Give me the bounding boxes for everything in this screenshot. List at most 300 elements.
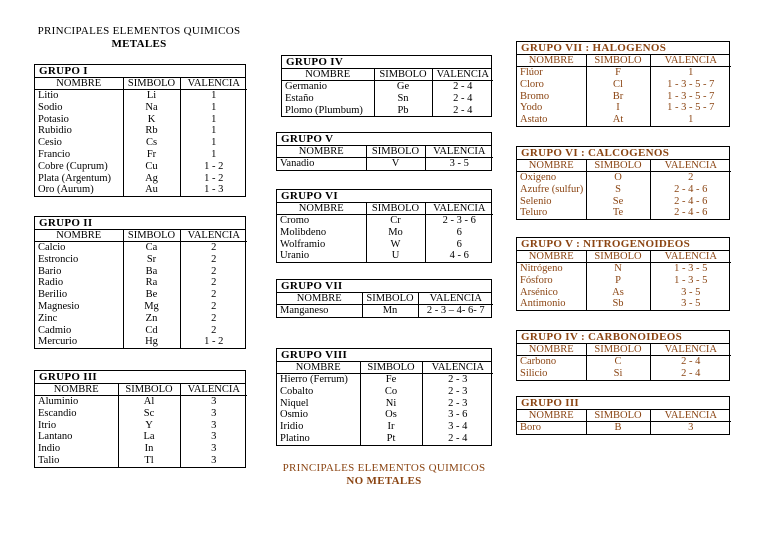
element-valence: 3 <box>211 407 217 419</box>
group-title: GRUPO VII : HALOGENOS <box>517 42 729 55</box>
nonmetal-nitrogenoid-table <box>516 237 730 311</box>
element-name: Uranio <box>277 250 366 262</box>
element-valence: 2 <box>211 300 217 312</box>
element-symbol: W <box>366 239 425 251</box>
element-symbol: Ir <box>360 421 422 433</box>
group-title: GRUPO VII <box>277 280 491 293</box>
table-row <box>35 161 247 173</box>
element-valence: 1 <box>211 125 217 137</box>
table-row <box>517 114 731 126</box>
element-symbol: Mo <box>366 227 425 239</box>
table-row <box>35 173 247 185</box>
element-symbol: F <box>586 67 650 79</box>
element-symbol: In <box>118 443 180 455</box>
nonmetals-title-line1: PRINCIPALES ELEMENTOS QUIMICOS <box>282 462 486 474</box>
column-header-valence: VALENCIA <box>650 55 731 67</box>
element-symbol: Na <box>123 102 180 114</box>
element-symbol: I <box>586 102 650 114</box>
column-header-symbol: SIMBOLO <box>586 55 650 67</box>
element-symbol: Cr <box>366 215 425 227</box>
element-valence: 2 - 4 - 6 <box>674 195 708 207</box>
element-symbol: Al <box>118 396 180 408</box>
column-header-valence: VALENCIA <box>425 203 493 215</box>
element-symbol: Mn <box>362 305 418 317</box>
table-row <box>35 242 247 254</box>
element-name: Indio <box>35 443 118 455</box>
element-valence: 2 - 3 <box>448 374 468 385</box>
element-valence: 2 <box>688 172 694 183</box>
column-header-name: NOMBRE <box>35 384 118 396</box>
column-header-symbol: SIMBOLO <box>586 160 650 172</box>
column-header-valence: VALENCIA <box>432 69 493 81</box>
element-valence: 3 <box>211 396 217 407</box>
element-name: Silicio <box>517 368 586 380</box>
column-header-symbol: SIMBOLO <box>123 230 180 242</box>
element-symbol: Y <box>118 420 180 432</box>
element-name: Radio <box>35 277 123 289</box>
element-name: Yodo <box>517 102 586 114</box>
element-name: Magnesio <box>35 301 123 313</box>
table-header-row <box>277 293 493 305</box>
element-name: Wolframio <box>277 239 366 251</box>
element-symbol: U <box>366 250 425 262</box>
element-valence: 2 - 3 <box>448 385 468 397</box>
element-name: Estroncio <box>35 254 123 266</box>
element-symbol: Tl <box>118 455 180 467</box>
metals-title <box>30 25 248 51</box>
element-name: Mercurio <box>35 336 123 348</box>
element-name: Vanadio <box>277 158 366 170</box>
column-header-valence: VALENCIA <box>650 410 731 422</box>
table-row <box>35 408 247 420</box>
element-valence: 2 - 4 <box>453 92 473 104</box>
element-name: Berilio <box>35 289 123 301</box>
group-title: GRUPO IV : CARBONOIDEOS <box>517 331 729 344</box>
element-valence: 1 - 2 <box>204 160 224 172</box>
metal-group-8-table <box>276 348 492 446</box>
nonmetal-group-3-table <box>516 396 730 435</box>
column-header-valence: VALENCIA <box>650 160 731 172</box>
table-row <box>35 90 247 102</box>
metal-group-1-table <box>34 64 246 197</box>
table-row <box>517 422 731 434</box>
element-valence: 2 <box>211 253 217 265</box>
table-row <box>35 431 247 443</box>
group-title: GRUPO VI <box>277 190 491 203</box>
element-symbol: As <box>586 287 650 299</box>
table-row <box>35 125 247 137</box>
table-row <box>282 81 493 93</box>
element-symbol: Sn <box>374 93 432 105</box>
element-name: Germanio <box>282 81 374 93</box>
table-row <box>517 79 731 91</box>
element-name: Iridio <box>277 421 360 433</box>
element-valence: 2 <box>211 242 217 253</box>
column-header-symbol: SIMBOLO <box>123 78 180 90</box>
column-header-valence: VALENCIA <box>650 344 731 356</box>
table-header-row <box>277 203 493 215</box>
table-row <box>277 374 493 386</box>
table-row <box>35 301 247 313</box>
element-symbol: Co <box>360 386 422 398</box>
table-header-row <box>517 410 731 422</box>
table-row <box>517 207 731 219</box>
element-name: Carbono <box>517 356 586 368</box>
element-symbol: Ag <box>123 173 180 185</box>
element-symbol: V <box>366 158 425 170</box>
element-symbol: Au <box>123 184 180 196</box>
element-symbol: Ba <box>123 266 180 278</box>
element-valence: 3 <box>211 443 217 455</box>
column-header-valence: VALENCIA <box>180 230 247 242</box>
element-name: Talio <box>35 455 118 467</box>
table-row <box>277 239 493 251</box>
element-valence: 1 <box>211 137 217 149</box>
element-name: Escandio <box>35 408 118 420</box>
element-valence: 3 <box>688 422 694 433</box>
table-header-row <box>517 55 731 67</box>
element-name: Arsénico <box>517 287 586 299</box>
element-name: Cromo <box>277 215 366 227</box>
metal-group-3-table <box>34 370 246 468</box>
element-valence: 6 <box>456 226 462 238</box>
element-valence: 2 - 4 <box>453 81 473 92</box>
table-row <box>35 184 247 196</box>
element-valence: 1 <box>211 90 217 101</box>
table-row <box>517 102 731 114</box>
table-header-row <box>35 78 247 90</box>
element-name: Bario <box>35 266 123 278</box>
element-valence: 3 - 5 <box>681 298 701 310</box>
element-symbol: Fe <box>360 374 422 386</box>
element-valence: 2 - 4 - 6 <box>674 207 708 219</box>
element-valence: 3 <box>211 454 217 466</box>
table-row <box>35 289 247 301</box>
column-header-name: NOMBRE <box>517 344 586 356</box>
element-symbol: Ra <box>123 277 180 289</box>
column-header-name: NOMBRE <box>277 362 360 374</box>
element-symbol: La <box>118 431 180 443</box>
element-symbol: Cd <box>123 325 180 337</box>
element-symbol: Ca <box>123 242 180 254</box>
group-title: GRUPO III <box>517 397 729 410</box>
column-header-symbol: SIMBOLO <box>586 410 650 422</box>
column-header-valence: VALENCIA <box>180 384 247 396</box>
table-row <box>517 196 731 208</box>
metal-group-6-table <box>276 189 492 263</box>
element-name: Cesio <box>35 137 123 149</box>
table-row <box>282 93 493 105</box>
element-valence: 2 <box>211 277 217 289</box>
element-valence: 2 - 4 <box>681 356 701 367</box>
column-header-name: NOMBRE <box>277 293 362 305</box>
element-name: Astato <box>517 114 586 126</box>
table-row <box>517 184 731 196</box>
element-valence: 1 - 3 - 5 - 7 <box>667 102 715 114</box>
element-symbol: Br <box>586 91 650 103</box>
table-header-row <box>517 344 731 356</box>
element-symbol: Ge <box>374 81 432 93</box>
metals-title-line2: METALES <box>111 38 167 50</box>
table-row <box>35 277 247 289</box>
element-name: Osmio <box>277 409 360 421</box>
element-name: Nitrógeno <box>517 263 586 275</box>
column-header-name: NOMBRE <box>277 203 366 215</box>
element-valence: 1 <box>211 148 217 160</box>
element-name: Molibdeno <box>277 227 366 239</box>
element-name: Calcio <box>35 242 123 254</box>
column-header-symbol: SIMBOLO <box>586 251 650 263</box>
element-valence: 2 <box>211 312 217 324</box>
column-header-name: NOMBRE <box>517 55 586 67</box>
element-valence: 2 - 3 <box>448 397 468 409</box>
table-row <box>277 386 493 398</box>
table-row <box>277 227 493 239</box>
element-name: Niquel <box>277 398 360 410</box>
element-name: Aluminio <box>35 396 118 408</box>
nonmetal-carbonoid-table <box>516 330 730 381</box>
table-row <box>517 275 731 287</box>
element-name: Plomo (Plumbum) <box>282 105 374 117</box>
table-row <box>35 149 247 161</box>
element-symbol: Sc <box>118 408 180 420</box>
element-valence: 1 <box>211 101 217 113</box>
column-header-symbol: SIMBOLO <box>118 384 180 396</box>
table-row <box>277 398 493 410</box>
table-row <box>517 263 731 275</box>
table-row <box>517 368 731 380</box>
table-row <box>35 396 247 408</box>
element-valence: 3 <box>211 431 217 443</box>
element-valence: 2 <box>211 324 217 336</box>
table-row <box>35 137 247 149</box>
element-symbol: Hg <box>123 336 180 348</box>
element-name: Manganeso <box>277 305 362 317</box>
table-row <box>35 325 247 337</box>
metal-group-5-table <box>276 132 492 171</box>
column-header-name: NOMBRE <box>35 78 123 90</box>
element-symbol: O <box>586 172 650 184</box>
element-name: Flúor <box>517 67 586 79</box>
table-header-row <box>517 251 731 263</box>
element-symbol: Fr <box>123 149 180 161</box>
element-name: Azufre (sulfur) <box>517 184 586 196</box>
element-valence: 1 - 2 <box>204 172 224 184</box>
table-row <box>35 313 247 325</box>
table-row <box>277 421 493 433</box>
element-symbol: Mg <box>123 301 180 313</box>
table-row <box>277 215 493 227</box>
column-header-valence: VALENCIA <box>650 251 731 263</box>
element-symbol: P <box>586 275 650 287</box>
element-symbol: S <box>586 184 650 196</box>
table-row <box>517 172 731 184</box>
element-symbol: Zn <box>123 313 180 325</box>
table-row <box>277 305 493 317</box>
group-title: GRUPO I <box>35 65 245 78</box>
element-symbol: Li <box>123 90 180 102</box>
nonmetals-title-line2: NO METALES <box>346 475 422 487</box>
element-name: Plata (Argentum) <box>35 173 123 185</box>
element-name: Oxigeno <box>517 172 586 184</box>
element-name: Francio <box>35 149 123 161</box>
group-title: GRUPO II <box>35 217 245 230</box>
element-valence: 2 - 4 <box>681 367 701 379</box>
element-symbol: Os <box>360 409 422 421</box>
element-valence: 1 - 3 - 5 <box>674 263 708 274</box>
nonmetal-calcogen-table <box>516 146 730 220</box>
element-name: Selenio <box>517 196 586 208</box>
element-valence: 1 - 3 - 5 <box>674 274 708 286</box>
element-symbol: Pb <box>374 105 432 117</box>
element-symbol: Ni <box>360 398 422 410</box>
column-header-symbol: SIMBOLO <box>362 293 418 305</box>
group-title: GRUPO VI : CALCOGENOS <box>517 147 729 160</box>
element-symbol: Rb <box>123 125 180 137</box>
nonmetals-title <box>276 462 492 488</box>
table-header-row <box>35 230 247 242</box>
element-valence: 1 <box>688 67 694 78</box>
element-name: Hierro (Ferrum) <box>277 374 360 386</box>
element-symbol: Pt <box>360 433 422 445</box>
element-valence: 4 - 6 <box>449 250 469 262</box>
table-row <box>35 254 247 266</box>
element-name: Cloro <box>517 79 586 91</box>
element-name: Bromo <box>517 91 586 103</box>
metal-group-4-table <box>281 55 492 117</box>
element-valence: 6 <box>456 238 462 250</box>
element-name: Teluro <box>517 207 586 219</box>
element-name: Estaño <box>282 93 374 105</box>
element-name: Cobalto <box>277 386 360 398</box>
table-row <box>35 420 247 432</box>
table-header-row <box>277 362 493 374</box>
table-header-row <box>517 160 731 172</box>
table-row <box>35 455 247 467</box>
element-name: Fósforo <box>517 275 586 287</box>
element-valence: 2 <box>211 265 217 277</box>
element-valence: 3 <box>211 419 217 431</box>
table-row <box>517 91 731 103</box>
table-row <box>35 336 247 348</box>
table-row <box>277 409 493 421</box>
element-valence: 1 <box>688 114 694 126</box>
table-row <box>35 102 247 114</box>
element-valence: 2 - 4 <box>453 104 473 116</box>
element-symbol: B <box>586 422 650 434</box>
metals-title-line1: PRINCIPALES ELEMENTOS QUIMICOS <box>37 25 241 37</box>
table-header-row <box>35 384 247 396</box>
column-header-name: NOMBRE <box>282 69 374 81</box>
table-header-row <box>277 146 493 158</box>
element-name: Sodio <box>35 102 123 114</box>
column-header-symbol: SIMBOLO <box>360 362 422 374</box>
table-header-row <box>282 69 493 81</box>
element-valence: 2 - 4 - 6 <box>674 183 708 195</box>
column-header-name: NOMBRE <box>35 230 123 242</box>
element-symbol: C <box>586 356 650 368</box>
column-header-name: NOMBRE <box>277 146 366 158</box>
element-symbol: At <box>586 114 650 126</box>
element-valence: 1 <box>211 113 217 125</box>
element-symbol: Cs <box>123 137 180 149</box>
table-row <box>517 356 731 368</box>
element-symbol: Sb <box>586 298 650 310</box>
table-row <box>277 250 493 262</box>
element-valence: 2 - 3 – 4- 6- 7 <box>426 305 485 316</box>
element-name: Rubidio <box>35 125 123 137</box>
element-symbol: Cu <box>123 161 180 173</box>
element-valence: 2 - 3 - 6 <box>442 215 476 226</box>
element-symbol: Sr <box>123 254 180 266</box>
table-row <box>282 105 493 117</box>
group-title: GRUPO VIII <box>277 349 491 362</box>
element-name: Litio <box>35 90 123 102</box>
element-symbol: N <box>586 263 650 275</box>
column-header-name: NOMBRE <box>517 160 586 172</box>
element-valence: 3 - 5 <box>681 286 701 298</box>
element-symbol: Be <box>123 289 180 301</box>
element-valence: 3 - 5 <box>449 158 469 169</box>
element-symbol: Cl <box>586 79 650 91</box>
table-row <box>35 266 247 278</box>
column-header-valence: VALENCIA <box>180 78 247 90</box>
metal-group-7-table <box>276 279 492 318</box>
element-name: Cadmio <box>35 325 123 337</box>
element-name: Potasio <box>35 114 123 126</box>
element-valence: 1 - 3 - 5 - 7 <box>667 78 715 90</box>
element-valence: 1 - 3 - 5 - 7 <box>667 90 715 102</box>
group-title: GRUPO V <box>277 133 491 146</box>
element-valence: 1 - 2 <box>204 336 224 348</box>
element-name: Platino <box>277 433 360 445</box>
column-header-symbol: SIMBOLO <box>366 203 425 215</box>
column-header-valence: VALENCIA <box>425 146 493 158</box>
table-row <box>277 433 493 445</box>
element-valence: 2 - 4 <box>448 432 468 444</box>
element-name: Boro <box>517 422 586 434</box>
column-header-symbol: SIMBOLO <box>374 69 432 81</box>
element-name: Itrio <box>35 420 118 432</box>
element-name: Cobre (Cuprum) <box>35 161 123 173</box>
element-name: Zinc <box>35 313 123 325</box>
element-valence: 3 - 4 <box>448 421 468 433</box>
table-row <box>517 298 731 310</box>
column-header-valence: VALENCIA <box>422 362 493 374</box>
group-title: GRUPO III <box>35 371 245 384</box>
column-header-valence: VALENCIA <box>418 293 493 305</box>
element-symbol: Te <box>586 207 650 219</box>
table-row <box>277 158 493 170</box>
element-symbol: Se <box>586 196 650 208</box>
element-valence: 1 - 3 <box>204 184 224 196</box>
column-header-symbol: SIMBOLO <box>586 344 650 356</box>
column-header-name: NOMBRE <box>517 251 586 263</box>
group-title: GRUPO V : NITROGENOIDEOS <box>517 238 729 251</box>
nonmetal-halogen-table <box>516 41 730 127</box>
element-name: Oro (Aurum) <box>35 184 123 196</box>
table-row <box>35 114 247 126</box>
table-row <box>517 67 731 79</box>
element-symbol: Si <box>586 368 650 380</box>
group-title: GRUPO IV <box>282 56 491 69</box>
element-valence: 2 <box>211 289 217 301</box>
element-name: Antimonio <box>517 298 586 310</box>
column-header-symbol: SIMBOLO <box>366 146 425 158</box>
column-header-name: NOMBRE <box>517 410 586 422</box>
table-row <box>35 443 247 455</box>
element-valence: 3 - 6 <box>448 409 468 421</box>
